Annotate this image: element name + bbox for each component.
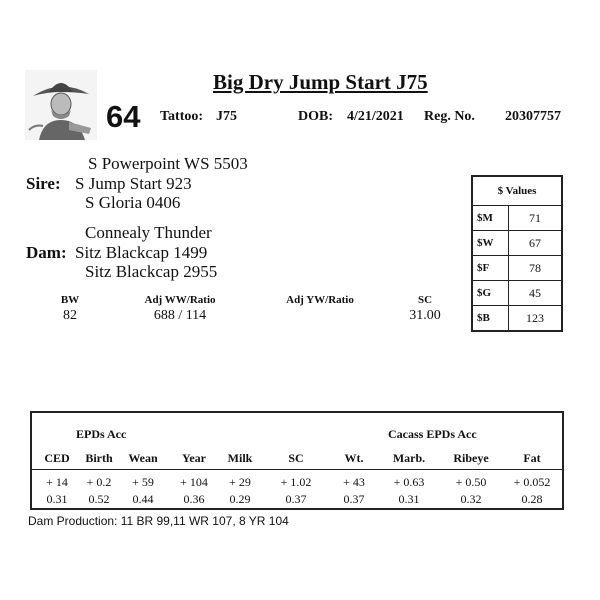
epd-value-ced: + 14 xyxy=(46,475,68,489)
epd-col-birth: Birth xyxy=(85,451,113,465)
epd-table xyxy=(30,411,564,510)
epd-value-sc: + 1.02 xyxy=(280,475,312,489)
sire-of-sire: S Powerpoint WS 5503 xyxy=(88,154,248,173)
dob-value: 4/21/2021 xyxy=(347,109,404,124)
dollar-value-row xyxy=(473,281,561,306)
carcass-epd-group-label: Cacass EPDs Acc xyxy=(388,427,477,441)
lot-number: 64 xyxy=(106,99,141,134)
dollar-values-table xyxy=(471,175,563,332)
dollar-value-amount: 123 xyxy=(526,310,544,325)
dollar-value-row xyxy=(473,231,561,256)
dam-name: Sitz Blackcap 1499 xyxy=(75,243,208,262)
epd-acc-sc: 0.37 xyxy=(285,492,307,506)
epd-acc-year: 0.36 xyxy=(183,492,205,506)
sire-of-dam: Connealy Thunder xyxy=(85,223,212,242)
dollar-value-amount: 45 xyxy=(529,285,541,300)
reg-label: Reg. No. xyxy=(424,109,475,124)
dollar-value-row xyxy=(473,206,561,231)
dam-production: Dam Production: 11 BR 99,11 WR 107, 8 YR 104 xyxy=(28,514,289,528)
tattoo-value: J75 xyxy=(216,109,237,124)
adj-yw-header: Adj YW/Ratio xyxy=(286,294,354,306)
epd-col-wean: Wean xyxy=(128,451,158,465)
adj-ww-value: 688 / 114 xyxy=(153,308,207,323)
epd-value-wt: + 43 xyxy=(343,475,365,489)
reg-value: 20307757 xyxy=(505,109,561,124)
dollar-value-amount: 67 xyxy=(529,235,541,250)
epd-acc-milk: 0.29 xyxy=(229,492,251,506)
bw-header: BW xyxy=(60,294,80,306)
epd-value-marb: + 0.63 xyxy=(393,475,425,489)
dam-of-dam: Sitz Blackcap 2955 xyxy=(85,262,218,281)
tattoo-label: Tattoo: xyxy=(160,109,204,124)
adj-ww-header: Adj WW/Ratio xyxy=(144,294,216,306)
dollar-value-amount: 71 xyxy=(529,210,541,225)
dam-label: Dam: xyxy=(26,243,67,262)
epd-acc-birth: 0.52 xyxy=(88,492,110,506)
sire-label: Sire: xyxy=(26,174,61,193)
epd-acc-marb: 0.31 xyxy=(398,492,420,506)
dollar-values-title: $ Values xyxy=(473,177,561,206)
epd-value-year: + 104 xyxy=(180,475,208,489)
dollar-value-label: $F xyxy=(473,256,509,280)
dollar-value-label: $W xyxy=(473,231,509,255)
dollar-value-amount: 78 xyxy=(529,260,541,275)
epd-value-birth: + 0.2 xyxy=(86,475,112,489)
epd-value-wean: + 59 xyxy=(132,475,154,489)
sc-header: SC xyxy=(417,294,433,306)
cowboy-logo xyxy=(25,70,97,140)
sire-name: S Jump Start 923 xyxy=(75,174,192,193)
epd-col-marb: Marb. xyxy=(392,451,426,465)
dollar-value-row xyxy=(473,306,561,330)
cowboy-sketch-icon xyxy=(25,70,97,140)
dam-of-sire: S Gloria 0406 xyxy=(85,193,181,212)
dollar-value-label: $B xyxy=(473,306,509,330)
animal-title: Big Dry Jump Start J75 xyxy=(213,70,428,94)
epd-value-fat: + 0.052 xyxy=(513,475,551,489)
dob-label: DOB: xyxy=(298,109,333,124)
epd-divider xyxy=(32,469,562,470)
epd-acc-ribeye: 0.32 xyxy=(460,492,482,506)
dollar-value-label: $G xyxy=(473,281,509,305)
epd-col-ced: CED xyxy=(44,451,70,465)
epd-value-milk: + 29 xyxy=(229,475,251,489)
bw-value: 82 xyxy=(63,308,77,323)
epd-col-fat: Fat xyxy=(523,451,541,465)
epd-acc-ced: 0.31 xyxy=(46,492,68,506)
dollar-value-label: $M xyxy=(473,206,509,230)
epd-acc-fat: 0.28 xyxy=(521,492,543,506)
dollar-value-row xyxy=(473,256,561,281)
epd-acc-wt: 0.37 xyxy=(343,492,365,506)
epd-acc-wean: 0.44 xyxy=(132,492,154,506)
epd-col-year: Year xyxy=(182,451,206,465)
epd-col-wt: Wt. xyxy=(344,451,364,465)
epd-col-sc: SC xyxy=(288,451,304,465)
epd-group-label: EPDs Acc xyxy=(76,427,127,441)
epd-value-ribeye: + 0.50 xyxy=(455,475,487,489)
epd-col-ribeye: Ribeye xyxy=(453,451,489,465)
epd-col-milk: Milk xyxy=(227,451,253,465)
sc-value: 31.00 xyxy=(409,308,441,323)
